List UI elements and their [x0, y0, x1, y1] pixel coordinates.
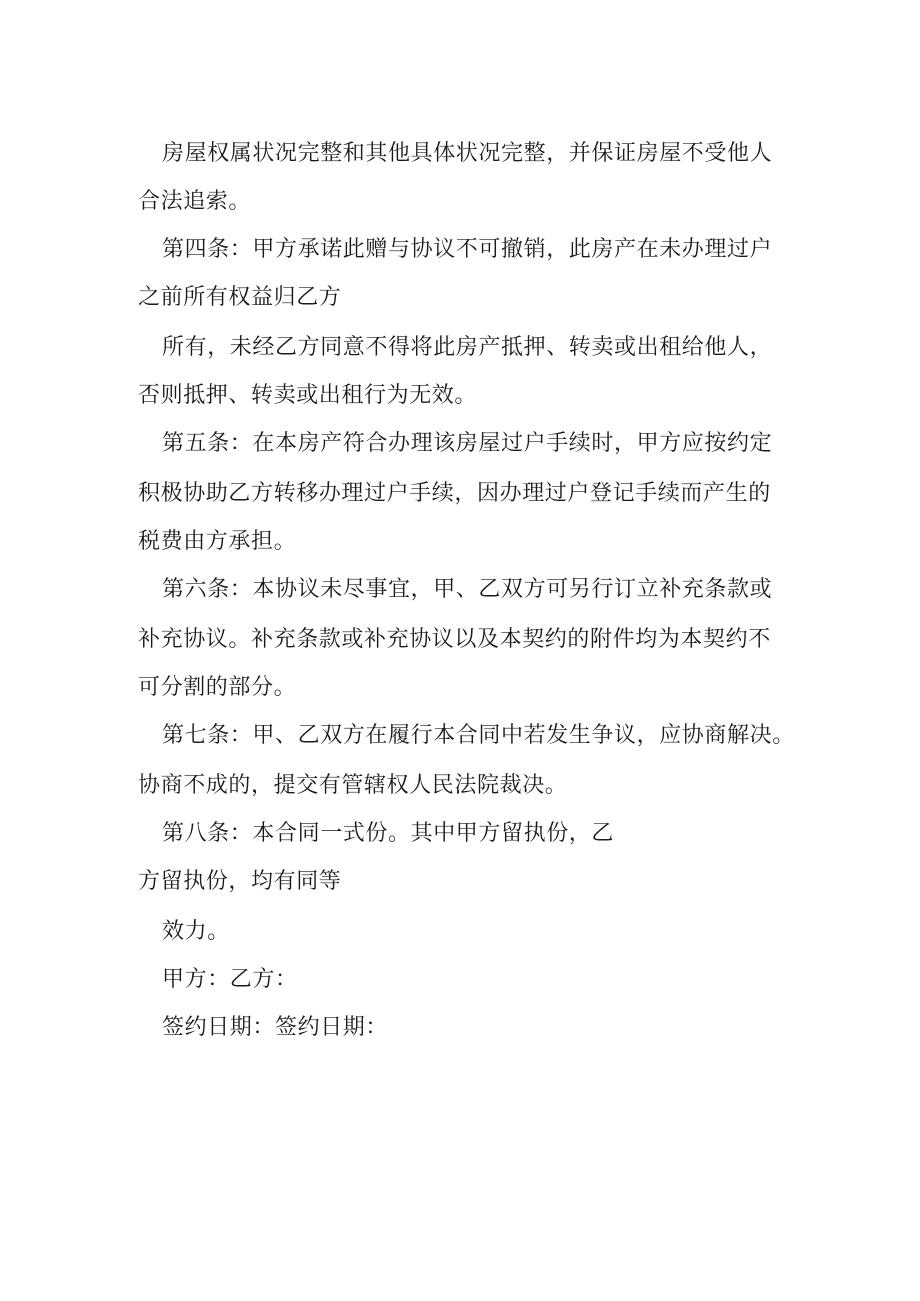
text-line: 方留执份，均有同等	[138, 869, 342, 894]
text-line: 否则抵押、转卖或出租行为无效。	[138, 383, 478, 408]
text-line: 第五条：在本房产符合办理该房屋过户手续时，甲方应按约定	[162, 431, 773, 456]
text-line: 房屋权属状况完整和其他具体状况完整，并保证房屋不受他人	[162, 141, 773, 166]
text-line: 甲方：乙方：	[162, 967, 298, 992]
text-line: 效力。	[162, 919, 230, 944]
text-line: 之前所有权益归乙方	[138, 285, 342, 310]
text-line: 签约日期：签约日期：	[162, 1015, 389, 1040]
text-line: 协商不成的，提交有管辖权人民法院裁决。	[138, 773, 568, 798]
text-line: 第六条：本协议未尽事宜，甲、乙双方可另行订立补充条款或	[162, 577, 773, 602]
text-line: 第四条：甲方承诺此赠与协议不可撤销，此房产在未办理过户	[162, 237, 773, 262]
text-line: 合法追索。	[138, 189, 252, 214]
text-line: 第七条：甲、乙双方在履行本合同中若发生争议，应协商解决。	[162, 723, 795, 748]
text-line: 税费由方承担。	[138, 529, 297, 554]
text-line: 所有，未经乙方同意不得将此房产抵押、转卖或出租给他人，	[162, 335, 773, 360]
text-line: 积极协助乙方转移办理过户手续，因办理过户登记手续而产生的	[138, 481, 771, 506]
text-line: 可分割的部分。	[138, 675, 297, 700]
text-line: 第八条：本合同一式份。其中甲方留执份，乙	[162, 821, 615, 846]
text-line: 补充协议。补充条款或补充协议以及本契约的附件均为本契约不	[138, 627, 771, 652]
